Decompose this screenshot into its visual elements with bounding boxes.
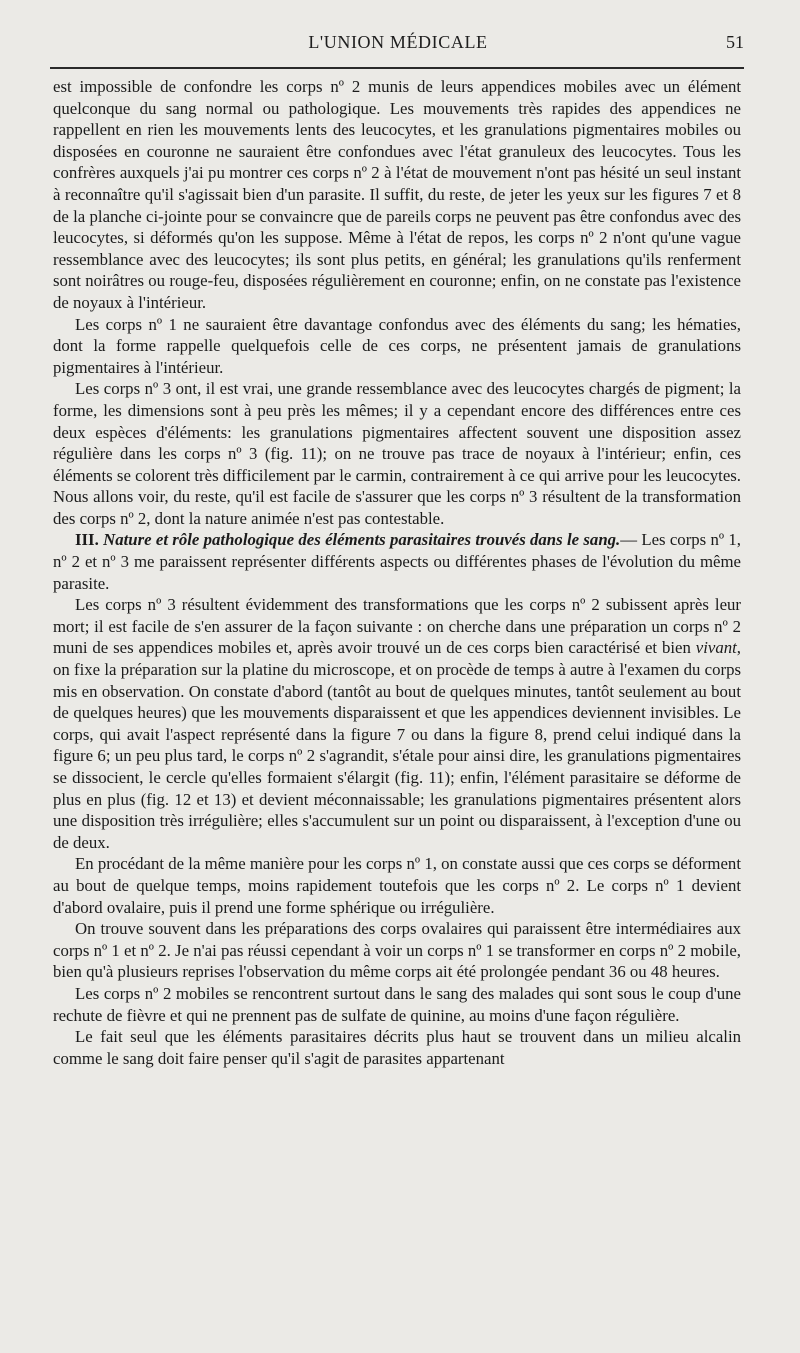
- paragraph-corps-1-deformation: En procédant de la même manière pour les corps nº 1, on constate aussi que ces corps se déforment au bout de quelque temps, moins rapidement toutefois que les corps nº 2. Le corps nº 1 devient d'abord ovalaire, puis il prend une forme sphérique ou irrégulière.: [53, 854, 741, 917]
- page-number: 51: [726, 32, 744, 52]
- paragraph-text: , on fixe la préparation sur la platine du microscope, et on procède de temps à autre à l'examen du corps mis en observation. On constate d'abord (tantôt au bout de quelques minutes, tantôt seulement au bout de quelques heures) que les mouvements disparaissent et que les appendices deviennent invisibles. Le corps, qui avait l'aspect représenté dans la figure 7 ou dans la figure 8, prend celui indiqué dans la figure 6; un peu plus tard, le corps nº 2 s'agrandit, s'étale pour ainsi dire, les granulations pigmentaires se dissocient, le cercle qu'elles formaient s'élargit (fig. 11); enfin, l'élément parasitaire se déforme de plus en plus (fig. 12 et 13) et devient méconnaissable; les granulations pigmentaires présentent alors une disposition très irrégulière; elles s'accumulent sur un point ou disparaissent, à l'exception d'une ou de deux.: [53, 638, 741, 852]
- section-dash: —: [620, 530, 638, 550]
- section-lead-text: Les corps nº 1, nº 2 et nº 3 me paraissent représenter différents aspects ou différentes phases de l'évolution du même parasite.: [53, 530, 741, 593]
- paragraph-continuation: est impossible de confondre les corps nº 2 munis de leurs appendices mobiles avec un élément quelconque du sang normal ou pathologique. Les mouvements très rapides des appendices ne rappellent en rien les mouvements lents des leucocytes, et les granulations pigmentaires mobiles ou disposées en couronne ne sauraient être confondues avec l'état granuleux des leucocytes. Tous les confrères auxquels j'ai pu montrer ces corps nº 2 à l'état de mouvement n'ont pas hésité un seul instant à reconnaître qu'il s'agissait bien d'un parasite. Il suffit, du reste, de jeter les yeux sur les figures 7 et 8 de la planche ci-jointe pour se convaincre que de pareils corps ne peuvent pas être confondus avec des leucocytes, si déformés qu'on les suppose. Même à l'état de repos, les corps nº 2 n'ont qu'une vague ressemblance avec des leucocytes; ils sont plus petits, en général; les granulations qu'ils renferment sont noirâtres ou rouge-feu, disposées régulièrement en couronne; enfin, on ne constate pas l'existence de noyaux à l'intérieur.: [53, 77, 741, 312]
- emphasis-vivant: vivant: [695, 638, 737, 658]
- section-title: Nature et rôle pathologique des éléments parasitaires trouvés dans le sang.: [103, 530, 621, 550]
- body-text: [53, 76, 741, 1069]
- page-header: [52, 32, 744, 58]
- header-rule: [50, 67, 744, 69]
- paragraph-transformation: [53, 594, 741, 853]
- paragraph-corps-3: Les corps nº 3 ont, il est vrai, une grande ressemblance avec des leucocytes chargés de pigment; la forme, les dimensions sont à peu près les mêmes; il y a cependant encore des différences entre ces deux espèces d'éléments: les granulations pigmentaires affectent souvent une disposition assez régulière dans les corps nº 3 (fig. 11); on ne trouve pas trace de noyaux à l'intérieur; enfin, ces éléments se colorent très difficilement par le carmin, contrairement à ce qui arrive pour les leucocytes. Nous allons voir, du reste, qu'il est facile de s'assurer que les corps nº 3 résultent de la transformation des corps nº 2, dont la nature animée n'est pas contestable.: [53, 379, 741, 528]
- section-number: III.: [75, 530, 99, 550]
- running-title: L'UNION MÉDICALE: [308, 32, 488, 52]
- paragraph-corps-1: Les corps nº 1 ne sauraient être davantage confondus avec des éléments du sang; les hématies, dont la forme rappelle quelquefois celle de ces corps, ne présentent jamais de granulations pigmentaires à l'intérieur.: [53, 314, 741, 377]
- paragraph-alkaline-medium: Le fait seul que les éléments parasitaires décrits plus haut se trouvent dans un milieu alcalin comme le sang doit faire penser qu'il s'agit de parasites appartenant: [53, 1027, 741, 1068]
- paragraph-mobile-bodies: Les corps nº 2 mobiles se rencontrent surtout dans le sang des malades qui sont sous le coup d'une rechute de fièvre et qui ne prennent pas de sulfate de quinine, au moins d'une façon régulière.: [53, 983, 741, 1025]
- section-paragraph: [53, 529, 741, 594]
- paragraph-text: Les corps nº 3 résultent évidemment des transformations que les corps nº 2 subissent après leur mort; il est facile de s'en assurer de la façon suivante : on cherche dans une préparation un corps nº 2 muni de ses appendices mobiles et, après avoir trouvé un de ces corps bien caractérisé et bien: [53, 595, 741, 658]
- paragraph-intermediate-bodies: On trouve souvent dans les préparations des corps ovalaires qui paraissent être intermédiaires aux corps nº 1 et nº 2. Je n'ai pas réussi cependant à voir un corps nº 1 se transformer en corps nº 2 mobile, bien qu'à plusieurs reprises l'observation du même corps ait été prolongée pendant 36 ou 48 heures.: [53, 919, 741, 982]
